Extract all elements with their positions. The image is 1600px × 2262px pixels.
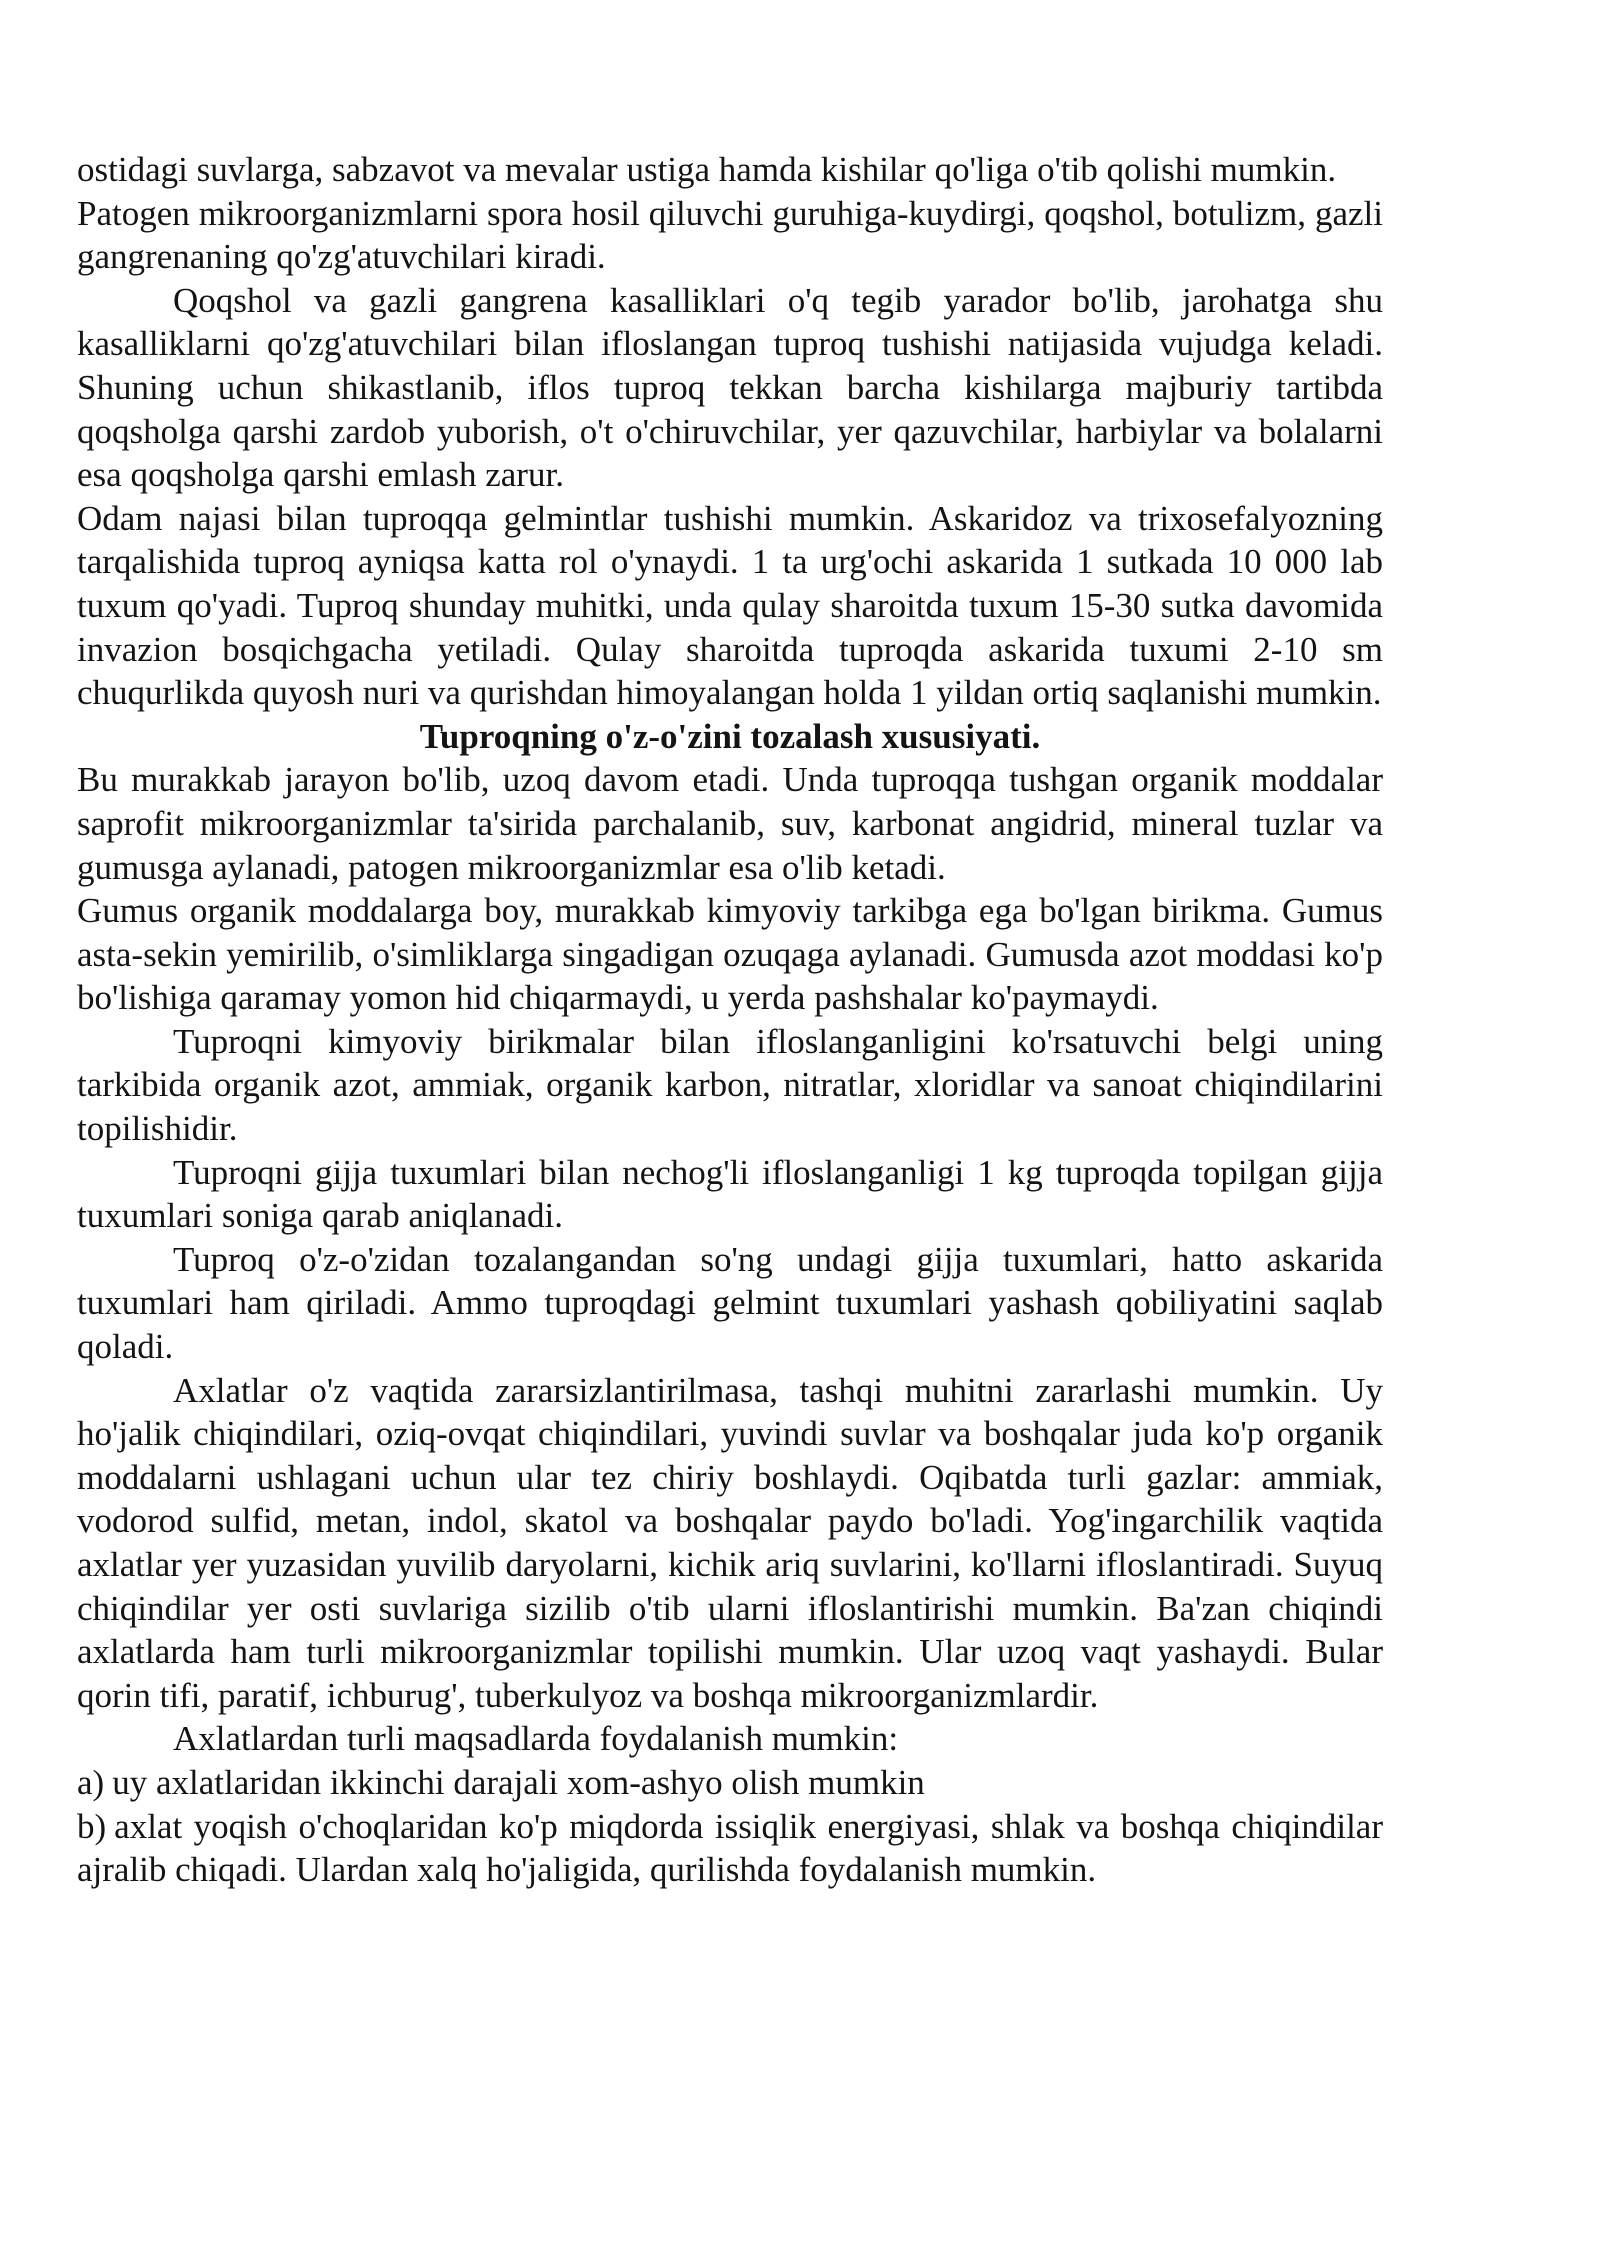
list-item-b-text: axlat yoqish o'choqlaridan ko'p miqdorda issiqlik energiyasi, shlak va boshqa chiqindilar ajralib chiqadi. Ulardan xalq ho'jaligida, qurilishda foydalanish mumkin. bbox=[77, 1806, 1383, 1890]
list-marker-b: b) bbox=[77, 1806, 107, 1846]
paragraph-1: ostidagi suvlarga, sabzavot va mevalar ustiga hamda kishilar qo'liga o'tib qolishi mumkin. bbox=[77, 150, 1337, 189]
paragraph-3: Qoqshol va gazli gangrena kasalliklari o'q tegib yarador bo'lib, jarohatga shu kasalliklarni qo'zg'atuvchilari bilan ifloslangan tuproq tushishi natijasida vujudga keladi. Shuning uchun shikastlanib, iflos tuproq tekkan barcha kishilarga majburiy tartibda qoqsholga qarshi zardob yuborish, o't o'chiruvchilar, yer qazuvchilar, harbiylar va bolalarni esa qoqsholga qarshi emlash zarur. bbox=[77, 280, 1383, 495]
paragraph-4: Odam najasi bilan tuproqqa gelmintlar tushishi mumkin. Askaridoz va trixosefalyozning tarqalishida tuproq ayniqsa katta rol o'ynaydi. 1 ta urg'ochi askarida 1 sutkada 10 000 lab tuxum qo'yadi. Tuproq shunday muhitki, unda qulay sharoitda tuxum 15-30 sutka davomida invazion bosqichgacha yetiladi. Qulay sharoitda tuproqda askarida tuxumi 2-10 sm chuqurlikda quyosh nuri va qurishdan himoyalangan holda 1 yildan ortiq saqlanishi mumkin. bbox=[77, 498, 1383, 713]
paragraph-11: Axlatlardan turli maqsadlarda foydalanish mumkin: bbox=[173, 1719, 899, 1759]
document-body bbox=[77, 148, 1383, 1892]
list-item-b bbox=[77, 1805, 1383, 1892]
list-item-a-text: uy axlatlaridan ikkinchi darajali xom-ashyo olish mumkin bbox=[112, 1762, 925, 1802]
paragraph-8: Tuproqni gijja tuxumlari bilan nechog'li ifloslanganligi 1 kg tuproqda topilgan gijja tuxumlari soniga qarab aniqlanadi. bbox=[77, 1152, 1383, 1236]
paragraph-9: Tuproq o'z-o'zidan tozalangandan so'ng undagi gijja tuxumlari, hatto askarida tuxumlari ham qiriladi. Ammo tuproqdagi gelmint tuxumlari yashash qobiliyatini saqlab qoladi. bbox=[77, 1239, 1383, 1367]
section-heading: Tuproqning o'z-o'zini tozalash xususiyati. bbox=[419, 716, 1041, 756]
paragraph-6: Gumus organik moddalarga boy, murakkab kimyoviy tarkibga ega bo'lgan birikma. Gumus asta-sekin yemirilib, o'simliklarga singadigan ozuqaga aylanadi. Gumusda azot moddasi ko'p bo'lishiga qaramay yomon hid chiqarmaydi, u yerda pashshalar ko'paymaydi. bbox=[77, 891, 1383, 1018]
paragraph-5: Bu murakkab jarayon bo'lib, uzoq davom etadi. Unda tuproqqa tushgan organik moddalar saprofit mikroorganizmlar ta'sirida parchalanib, suv, karbonat angidrid, mineral tuzlar va gumusga aylanadi, patogen mikroorganizmlar esa o'lib ketadi. bbox=[77, 760, 1383, 887]
list-marker-a: a) bbox=[77, 1762, 105, 1802]
list-item-a bbox=[77, 1761, 1383, 1805]
paragraph-7: Tuproqni kimyoviy birikmalar bilan ifloslanganligini ko'rsatuvchi belgi uning tarkibida organik azot, ammiak, organik karbon, nitratlar, xloridlar va sanoat chiqindilarini topilishidir. bbox=[77, 1021, 1383, 1149]
paragraph-10: Axlatlar o'z vaqtida zararsizlantirilmasa, tashqi muhitni zararlashi mumkin. Uy ho'jalik chiqindilari, oziq-ovqat chiqindilari, yuvindi suvlar va boshqalar juda ko'p organik moddalarni ushlagani uchun ular tez chiriy boshlaydi. Oqibatda turli gazlar: ammiak, vodorod sulfid, metan, indol, skatol va boshqalar paydo bo'ladi. Yog'ingarchilik vaqtida axlatlar yer yuzasidan yuvilib daryolarni, kichik ariq suvlarini, ko'llarni ifloslantiradi. Suyuq chiqindilar yer osti suvlariga sizilib o'tib ularni ifloslantirishi mumkin. Ba'zan chiqindi axlatlarda ham turli mikroorganizmlar topilishi mumkin. Ular uzoq vaqt yashaydi. Bular qorin tifi, paratif, ichburug', tuberkulyoz va boshqa mikroorganizmlardir. bbox=[77, 1370, 1383, 1715]
paragraph-2: Patogen mikroorganizmlarni spora hosil qiluvchi guruhiga-kuydirgi, qoqshol, botulizm, gazli gangrenaning qo'zg'atuvchilari kiradi. bbox=[77, 193, 1383, 277]
